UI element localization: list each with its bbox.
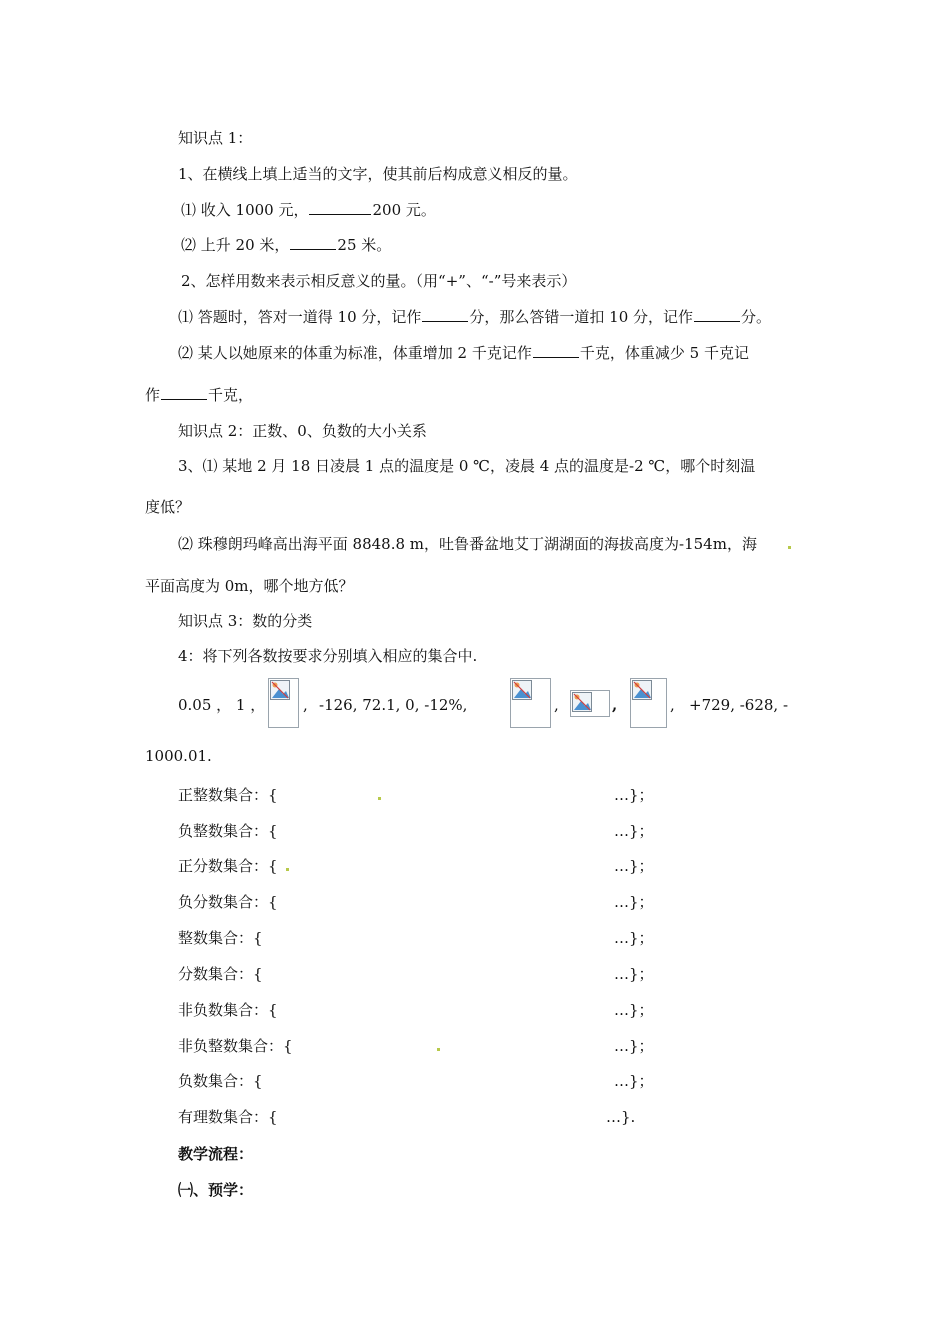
question-2-1 (178, 307, 771, 327)
answer-blank (533, 343, 579, 358)
answer-blank (309, 200, 371, 215)
stray-dot (286, 868, 289, 871)
set-label: 有理数集合：{ (178, 1108, 278, 1126)
answer-blank (422, 307, 468, 322)
comma-1: , (303, 696, 308, 714)
set-end: …}； (614, 857, 654, 875)
stray-dot (437, 1048, 440, 1051)
numbers-group-4: 1000.01. (145, 747, 212, 765)
question-3-2-cont: 平面高度为 0m，哪个地方低？ (145, 577, 354, 595)
set-end: …}； (614, 1001, 654, 1019)
comma-2: , (554, 696, 559, 714)
knowledge-point-3: 知识点 3：数的分类 (178, 612, 313, 630)
set-label: 负分数集合：{ (178, 893, 278, 911)
set-label: 整数集合：{ (178, 929, 263, 947)
stray-dot (378, 797, 381, 800)
question-2-2-cont (145, 385, 253, 405)
q2-1-text-a: ⑴ 答题时，答对一道得 10 分，记作 (178, 308, 422, 326)
set-end: …}； (614, 786, 654, 804)
comma-3: , (612, 696, 618, 714)
set-end: …}； (614, 822, 654, 840)
question-3-2: ⑵ 珠穆朗玛峰高出海平面 8848.8 m，吐鲁番盆地艾丁湖湖面的海拔高度为-154m，海 (178, 535, 757, 553)
q2-2-text-c: 作 (145, 386, 161, 404)
set-label: 非负整数集合：{ (178, 1037, 293, 1055)
question-2-stem: 2、怎样用数来表示相反意义的量。（用“+”、“-”号来表示） (181, 272, 577, 290)
q1-2-text-b: 25 米。 (337, 236, 392, 254)
knowledge-point-2: 知识点 2：正数、0、负数的大小关系 (178, 422, 427, 440)
answer-blank (694, 307, 740, 322)
q1-1-text-b: 200 元。 (372, 201, 436, 219)
set-label: 负数集合：{ (178, 1072, 263, 1090)
set-end: …}； (614, 893, 654, 911)
q2-2-text-a: ⑵ 某人以她原来的体重为标准，体重增加 2 千克记作 (178, 344, 532, 362)
broken-image-icon (510, 678, 551, 728)
numbers-group-1: 0.05 ， 1 ， (178, 696, 266, 714)
q2-1-text-c: 分。 (741, 308, 772, 326)
q2-2-text-b: 千克，体重减少 5 千克记 (579, 344, 749, 362)
question-1-2 (181, 235, 391, 255)
set-label: 非负数集合：{ (178, 1001, 278, 1019)
flow-title: 教学流程： (178, 1145, 254, 1163)
pre-study-heading: ㈠、预学： (178, 1181, 254, 1199)
set-end: …}； (614, 1072, 654, 1090)
comma-4: , (670, 696, 675, 714)
answer-blank (161, 385, 207, 400)
numbers-group-2: -126, 72.1, 0, -12%, (319, 696, 468, 714)
knowledge-point-1: 知识点 1： (178, 129, 253, 147)
stray-dot (788, 546, 791, 549)
question-4-stem: 4：将下列各数按要求分别填入相应的集合中. (178, 647, 478, 665)
broken-image-icon (630, 678, 667, 728)
question-3-1: 3、⑴ 某地 2 月 18 日凌晨 1 点的温度是 0 ℃，凌晨 4 点的温度是-2 ℃，哪个时刻温 (178, 457, 756, 475)
set-end: …}. (606, 1108, 636, 1126)
question-1-1 (181, 200, 436, 220)
set-label: 正分数集合：{ (178, 857, 278, 875)
question-2-2 (178, 343, 749, 363)
broken-image-icon (268, 678, 299, 728)
set-end: …}； (614, 1037, 654, 1055)
broken-image-icon (570, 690, 610, 717)
numbers-group-3: +729, -628, - (689, 696, 789, 714)
set-label: 分数集合：{ (178, 965, 263, 983)
q1-2-text-a: ⑵ 上升 20 米， (181, 236, 290, 254)
q1-1-text-a: ⑴ 收入 1000 元， (181, 201, 309, 219)
q2-2-text-d: 千克， (208, 386, 254, 404)
set-end: …}； (614, 965, 654, 983)
question-1-stem: 1、在横线上填上适当的文字，使其前后构成意义相反的量。 (178, 165, 578, 183)
question-3-1-cont: 度低？ (145, 498, 191, 516)
answer-blank (290, 235, 336, 250)
q2-1-text-b: 分，那么答错一道扣 10 分，记作 (469, 308, 694, 326)
set-end: …}； (614, 929, 654, 947)
set-label: 负整数集合：{ (178, 822, 278, 840)
set-label: 正整数集合：{ (178, 786, 278, 804)
